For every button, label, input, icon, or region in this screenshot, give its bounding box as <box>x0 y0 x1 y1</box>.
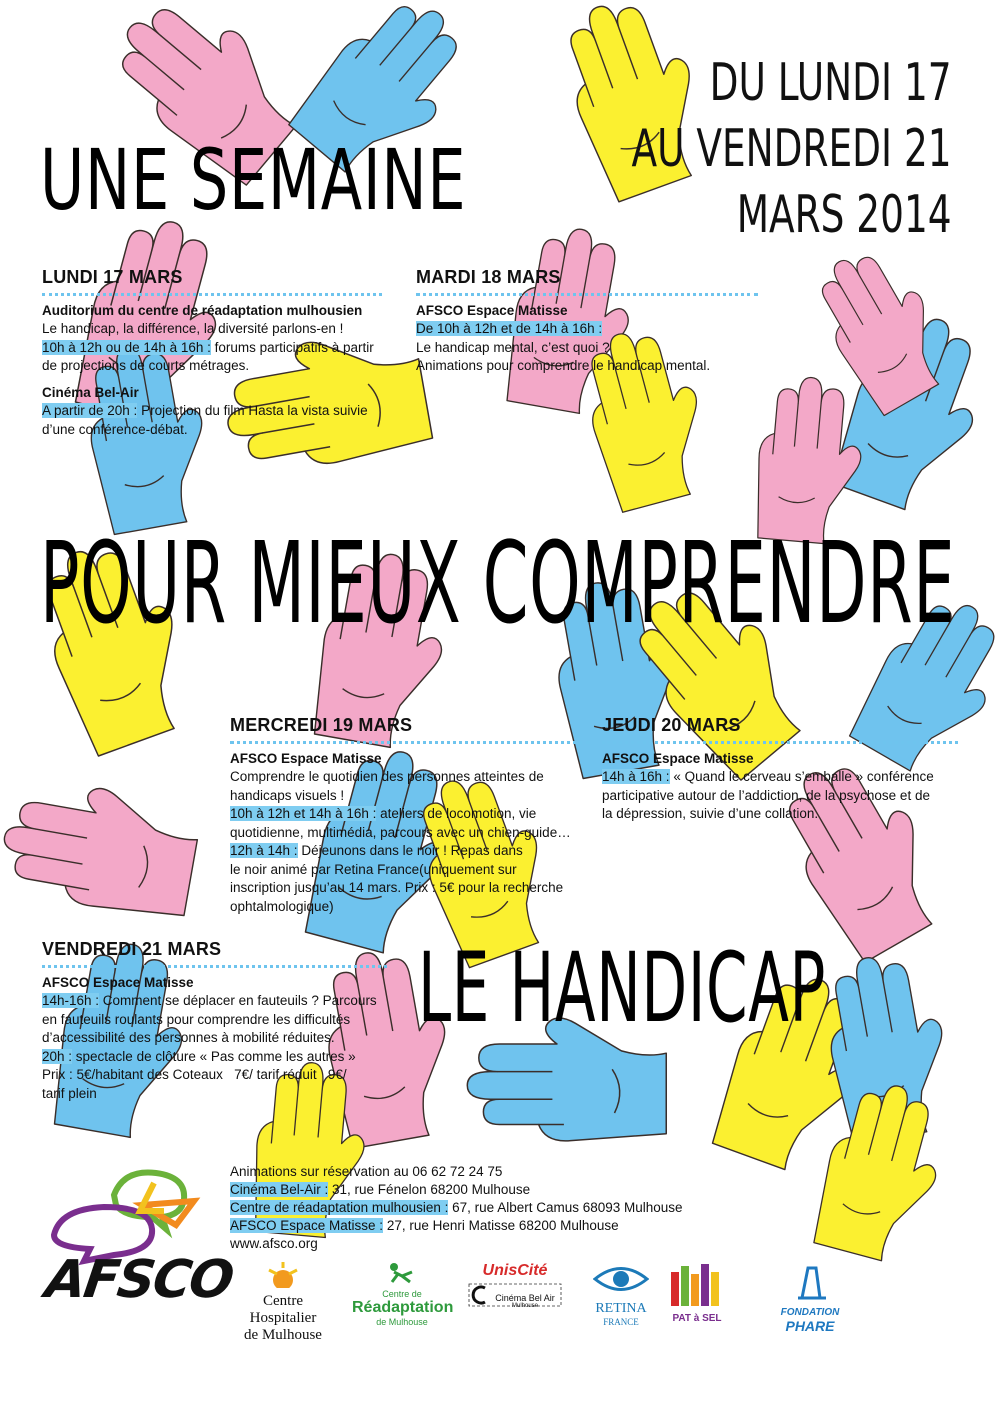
logo-text: FRANCE <box>603 1317 639 1327</box>
venue: AFSCO Espace Matisse <box>230 750 382 766</box>
date-line-1: DU LUNDI 17 <box>710 53 952 113</box>
afsco-logo-text: AFSCO <box>41 1250 236 1310</box>
address: 31, rue Fénelon 68200 Mulhouse <box>328 1182 531 1197</box>
eye-icon <box>593 1262 649 1296</box>
schedule <box>230 842 590 861</box>
phone-line: Animations sur réservation au 06 62 72 24 75 <box>230 1164 503 1179</box>
logo-text: PHARE <box>785 1318 835 1334</box>
schedule <box>416 320 758 339</box>
logo-centre-readaptation <box>352 1262 452 1327</box>
logo-text: Centre de <box>382 1289 422 1299</box>
logo-text: FONDATION <box>780 1307 840 1318</box>
logo-text: Centre Hospitalier <box>249 1293 317 1326</box>
address-line <box>230 1217 683 1235</box>
description: spectacle de clôture « Pas comme les autres » <box>72 1048 356 1064</box>
logo-text: Cinéma Bel Air <box>495 1293 555 1303</box>
website-link[interactable]: www.afsco.org <box>230 1236 318 1251</box>
logo-text: de Mulhouse <box>376 1317 428 1327</box>
time-highlight: 10h à 12h ou de 14h à 16h : <box>42 339 211 355</box>
venue: AFSCO Espace Matisse <box>42 974 194 990</box>
description: « Quand le cerveau s’emballe » conférence <box>669 769 934 784</box>
logo-retina-france <box>586 1262 656 1327</box>
date-line-3: MARS 2014 <box>737 185 952 245</box>
venue: AFSCO Espace Matisse <box>416 302 568 318</box>
description: ophtalmologique) <box>230 898 334 914</box>
description: de projections de courts métrages. <box>42 358 250 373</box>
headline-une-semaine: UNE SEMAINE <box>40 131 467 229</box>
day-title: LUNDI 17 MARS <box>42 268 382 296</box>
logo-unis-cite-bel-air <box>460 1262 570 1309</box>
description: d’accessibilité des personnes à mobilité réduites. <box>42 1030 335 1045</box>
price: Prix : 5€/habitant des Coteaux 7€/ tarif réduit 9€/ <box>42 1067 347 1082</box>
description: participative autour de l’addiction, de la psychose et de <box>602 787 930 803</box>
time-highlight: 20h : <box>42 1048 73 1064</box>
description: quotidienne, multimédia, parcours avec un chien-guide… <box>230 824 571 840</box>
headline-le-handicap: LE HANDICAP <box>418 932 827 1044</box>
description: Projection du film Hasta la vista suivie <box>137 403 368 418</box>
date-line-2: AU VENDREDI 21 <box>631 119 952 179</box>
day-mardi <box>416 268 758 376</box>
description: Le handicap, la différence, la diversité parlons-en ! <box>42 321 344 336</box>
description: forums participatifs à partir <box>210 339 374 355</box>
logo-text: RETINA <box>595 1301 647 1316</box>
day-title: VENDREDI 21 MARS <box>42 940 387 968</box>
day-title: MERCREDI 19 MARS <box>230 716 590 744</box>
schedule <box>42 1048 387 1067</box>
description: d’une conférence-débat. <box>42 421 188 437</box>
address: 67, rue Albert Camus 68093 Mulhouse <box>448 1200 683 1215</box>
time-highlight: 14h à 16h : <box>602 769 670 784</box>
logo-fondation-phare <box>748 1262 872 1334</box>
raised-hands-icon <box>667 1262 727 1308</box>
logo-text: Réadaptation <box>352 1299 454 1316</box>
day-title: MARDI 18 MARS <box>416 268 758 296</box>
day-title: JEUDI 20 MARS <box>602 716 958 744</box>
venue-highlight: Centre de réadaptation mulhousien : <box>230 1200 449 1215</box>
logo-text: de Mulhouse <box>244 1327 322 1343</box>
venue: Auditorium du centre de réadaptation mulhousien <box>42 302 363 318</box>
schedule <box>42 992 387 1011</box>
time-highlight: 14h-16h : <box>42 993 100 1008</box>
description: handicaps visuels ! <box>230 787 345 803</box>
description: Animations pour comprendre le handicap mental. <box>416 358 711 373</box>
schedule <box>42 339 382 358</box>
address: 27, rue Henri Matisse 68200 Mulhouse <box>383 1218 619 1233</box>
runner-icon <box>382 1262 422 1284</box>
description: la dépression, suivie d’une collation. <box>602 806 819 821</box>
venue-highlight: AFSCO Espace Matisse : <box>230 1218 384 1233</box>
schedule <box>42 402 382 421</box>
reservation-info <box>230 1163 683 1253</box>
logo-text: PAT à SEL <box>672 1313 722 1324</box>
address-line <box>230 1199 683 1217</box>
description: en fauteuils roulants pour comprendre les difficultés <box>42 1011 351 1027</box>
price: tarif plein <box>42 1085 97 1101</box>
logo-text: Mulhouse <box>511 1303 538 1309</box>
day-lundi <box>42 268 382 439</box>
description: le noir animé par Retina France(uniquement sur <box>230 861 517 877</box>
address-line <box>230 1181 683 1199</box>
logo-pat-a-sel <box>664 1262 730 1324</box>
schedule <box>230 805 590 824</box>
description: Comment se déplacer en fauteuils ? Parcours <box>99 993 377 1008</box>
lighthouse-icon <box>790 1262 830 1302</box>
time-highlight: 10h à 12h et 14h à 16h : <box>230 806 377 821</box>
logo-centre-hospitalier <box>228 1262 338 1344</box>
description: ateliers de locomotion, vie <box>376 806 537 821</box>
time-highlight: 12h à 14h : <box>230 843 298 858</box>
venue: Cinéma Bel-Air <box>42 384 139 400</box>
logo-text: UnisCité <box>482 1262 548 1279</box>
description: Le handicap mental, c’est quoi ? <box>416 339 610 355</box>
day-mercredi <box>230 716 590 916</box>
time-highlight: A partir de 20h : <box>42 403 138 418</box>
day-jeudi <box>602 716 958 824</box>
headline-pour-mieux-comprendre: POUR MIEUX COMPRENDRE <box>40 519 956 649</box>
description: Comprendre le quotidien des personnes atteintes de <box>230 769 544 784</box>
date-range <box>632 50 952 248</box>
sun-icon <box>263 1262 303 1288</box>
description: Déjeunons dans le noir ! Repas dans <box>297 843 523 858</box>
schedule <box>602 768 958 787</box>
day-vendredi <box>42 940 387 1103</box>
time-highlight: De 10h à 12h et de 14h à 16h : <box>416 321 603 336</box>
description: inscription jusqu’au 14 mars. Prix : 5€ pour la recherche <box>230 880 564 895</box>
venue-highlight: Cinéma Bel-Air : <box>230 1182 329 1197</box>
venue: AFSCO Espace Matisse <box>602 750 754 766</box>
